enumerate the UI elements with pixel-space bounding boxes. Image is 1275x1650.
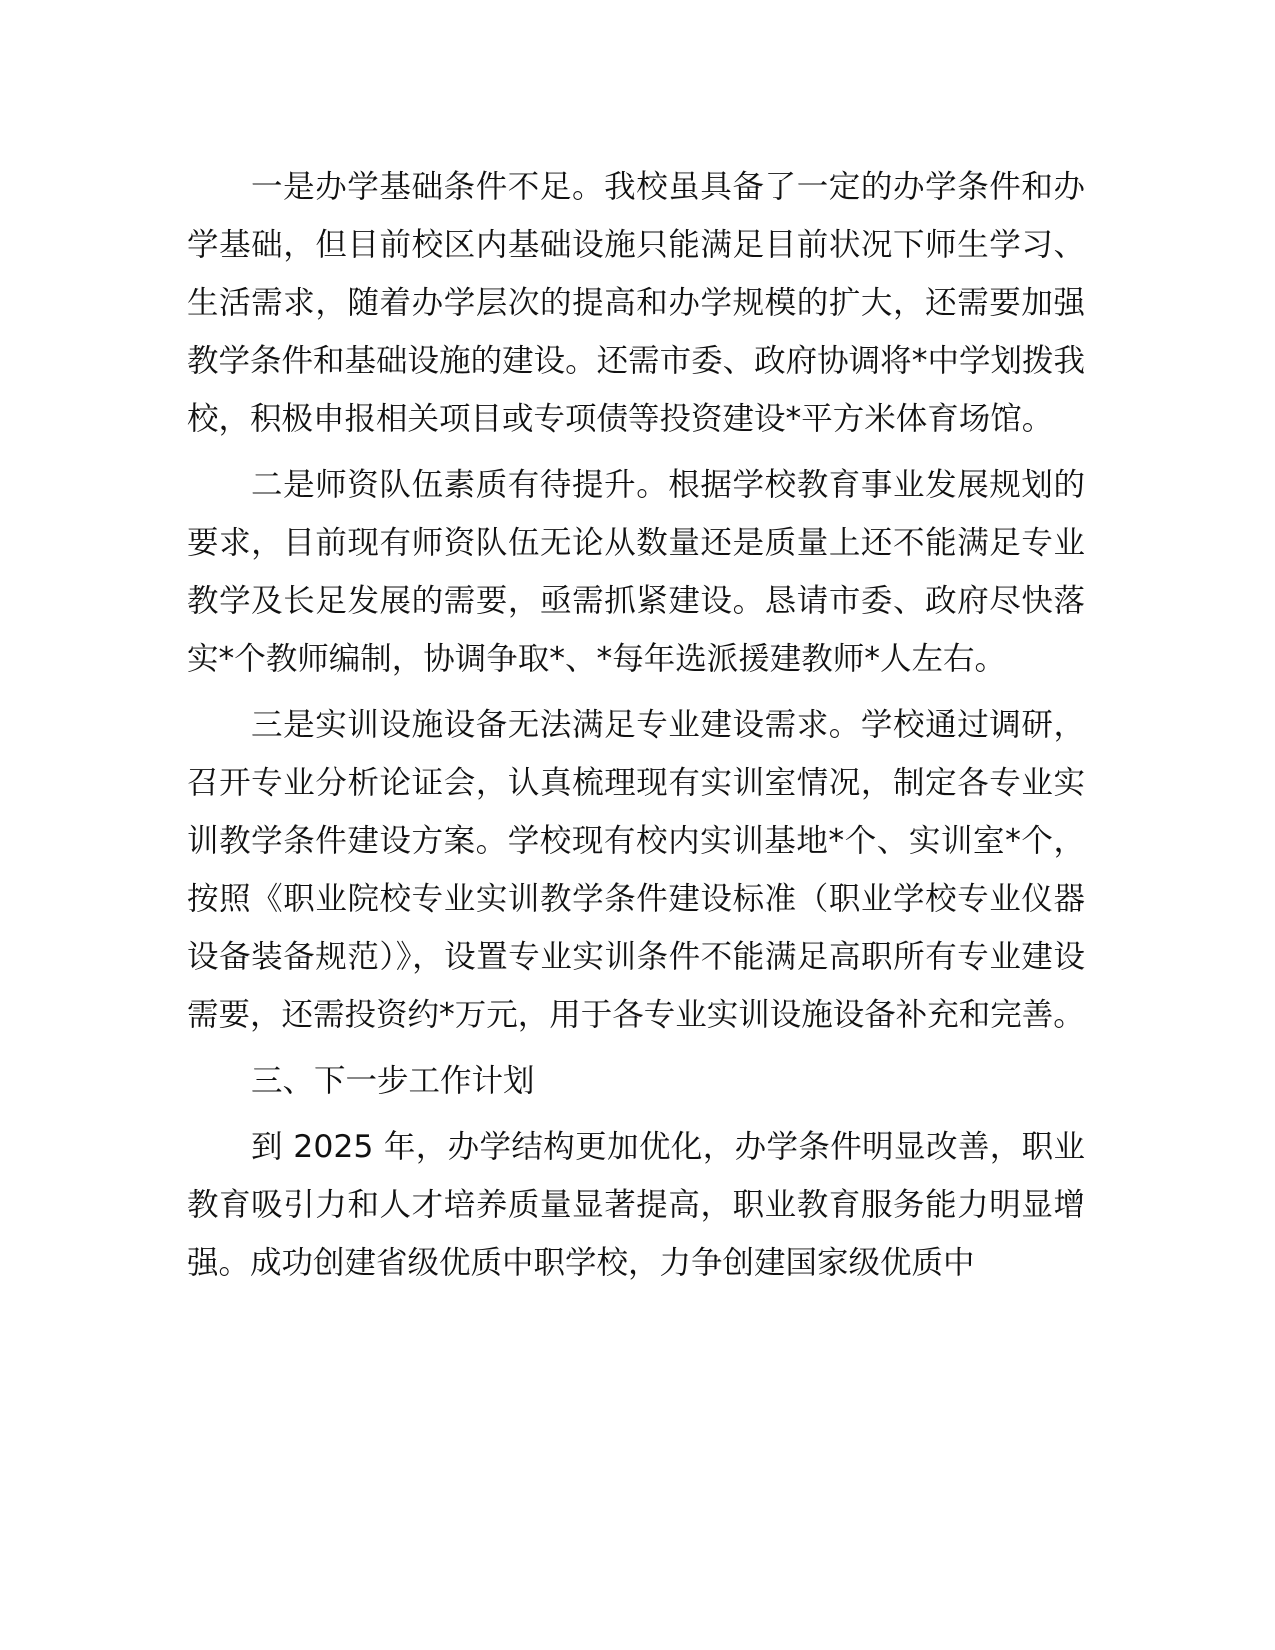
document-body bbox=[187, 158, 1085, 1300]
paragraph-training-facilities: 三是实训设施设备无法满足专业建设需求。学校通过调研，召开专业分析论证会，认真梳理现有实训室情况，制定各专业实训教学条件建设方案。学校现有校内实训基地*个、实训室*个，按照《职业院校专业实训教学条件建设标准（职业学校专业仪器设备装备规范）》，设置专业实训条件不能满足高职所有专业建设需要，还需投资约*万元，用于各专业实训设施设备补充和完善。 bbox=[187, 707, 1085, 1033]
paragraph-teaching-staff: 二是师资队伍素质有待提升。根据学校教育事业发展规划的要求，目前现有师资队伍无论从数量还是质量上还不能满足专业教学及长足发展的需要，亟需抓紧建设。恳请市委、政府尽快落实*个教师编制，协调争取*、*每年选派援建教师*人左右。 bbox=[187, 467, 1085, 677]
section-heading-next-steps: 三、下一步工作计划 bbox=[251, 1063, 535, 1099]
paragraph-infrastructure: 一是办学基础条件不足。我校虽具备了一定的办学条件和办学基础，但目前校区内基础设施只能满足目前状况下师生学习、生活需求，随着办学层次的提高和办学规模的扩大，还需要加强教学条件和基础设施的建设。还需市委、政府协调将*中学划拨我校，积极申报相关项目或专项债等投资建设*平方米体育场馆。 bbox=[187, 169, 1085, 437]
paragraph-2025-goals: 到 2025 年，办学结构更加优化，办学条件明显改善，职业教育吸引力和人才培养质量显著提高，职业教育服务能力明显增强。成功创建省级优质中职学校，力争创建国家级优质中 bbox=[187, 1129, 1085, 1281]
